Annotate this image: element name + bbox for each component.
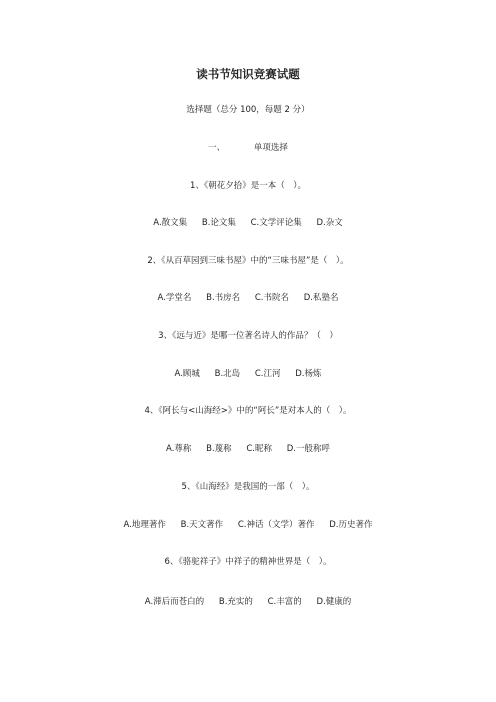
option-b: B.充实的 (218, 597, 253, 607)
option-c: C.书院名 (254, 293, 289, 303)
question-2: 2、《从百草园到三味书屋》中的“三味书屋”是（ ）。 (147, 256, 349, 266)
question-4-options (0, 443, 496, 455)
section-heading (0, 142, 496, 154)
option-b: B.天文著作 (180, 520, 224, 530)
option-a: A.尊称 (166, 444, 192, 454)
option-d: D.健康的 (316, 597, 352, 607)
section-number: 一、 (208, 143, 226, 153)
question-5: 5、《山海经》是我国的一部（ ）。 (181, 482, 315, 492)
option-c: C.文学评论集 (250, 218, 302, 228)
option-b: B.北岛 (214, 369, 241, 379)
option-d: D.私塾名 (303, 293, 339, 303)
option-d: D.一般称呼 (286, 444, 330, 454)
question-5-options (0, 519, 496, 531)
question-6-options (0, 596, 496, 608)
option-d: D.历史著作 (329, 520, 373, 530)
option-a: A.散文集 (153, 218, 188, 228)
section-name: 单项选择 (253, 143, 288, 153)
option-b: B.书房名 (206, 293, 241, 303)
option-a: A.顾城 (174, 369, 200, 379)
option-a: A.滞后而苍白的 (144, 597, 205, 607)
option-b: B.论文集 (201, 218, 236, 228)
page-title: 读书节知识竞赛试题 (196, 67, 300, 81)
question-2-options (0, 292, 496, 304)
option-d: D.杂文 (316, 218, 343, 228)
question-3-options (0, 368, 496, 380)
question-1: 1、《朝花夕拾》是一本（ ）。 (190, 181, 306, 191)
option-c: C.昵称 (246, 444, 272, 454)
question-4: 4、《阿长与<山海经>》中的“阿长”是对本人的（ ）。 (144, 406, 352, 416)
question-1-options (0, 217, 496, 229)
option-a: A.地理著作 (123, 520, 166, 530)
option-c: C.江河 (254, 369, 281, 379)
subtitle: 选择题（总分 100，每题 2 分） (186, 105, 310, 115)
question-6: 6、《骆驼祥子》中祥子的精神世界是（ ）。 (164, 557, 332, 567)
option-d: D.杨炼 (295, 369, 322, 379)
option-b: B.蔑称 (206, 444, 232, 454)
option-a: A.学堂名 (157, 293, 192, 303)
question-3: 3、《远与近》是哪一位著名诗人的作品？（ ） (158, 331, 338, 341)
option-c: C.丰富的 (267, 597, 302, 607)
option-c: C.神话（文学）著作 (237, 520, 315, 530)
